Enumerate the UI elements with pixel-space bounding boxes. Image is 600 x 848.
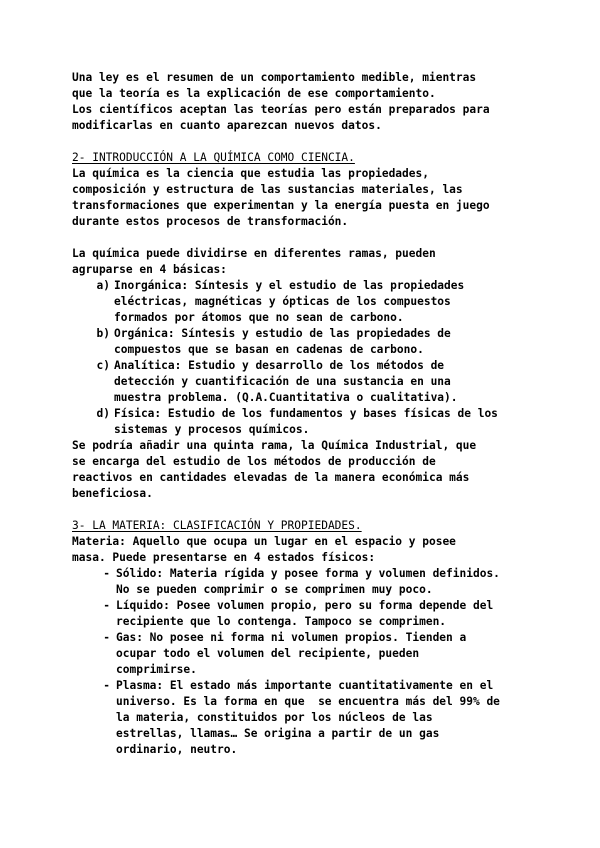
list-item-text: Líquido: Posee volumen propio, pero su forma depende del recipiente que lo contenga. Tampoco se comprimen. [116,599,494,628]
list-marker: - [103,631,110,644]
spacer [72,134,532,150]
list-marker: b) [96,327,110,340]
list-marker: d) [96,407,110,420]
chemistry-definition-paragraph [72,166,532,230]
text-line: Se podría añadir una quinta rama, la Química Industrial, que [72,439,477,452]
section-heading: 2- INTRODUCCIÓN A LA QUÍMICA COMO CIENCIA. [72,151,355,164]
branches-intro-paragraph [72,246,532,278]
text-line: La química es la ciencia que estudia las propiedades, [72,167,429,180]
list-item [72,598,532,630]
text-line: beneficiosa. [72,487,153,500]
list-item-text: Sólido: Materia rígida y posee forma y volumen definidos. No se pueden comprimir o se comprimen muy poco. [116,567,500,596]
spacer [72,230,532,246]
list-item-text: Gas: No posee ni forma ni volumen propios. Tienden a ocupar todo el volumen del recipiente, pueden comprimirse. [116,631,467,676]
text-line: modificarlas en cuanto aparezcan nuevos datos. [72,119,382,132]
text-line: reactivos en cantidades elevadas de la manera económica más [72,471,470,484]
text-line: que la teoría es la explicación de ese comportamiento. [72,87,436,100]
list-item [72,406,532,438]
list-item [72,326,532,358]
list-item-text: Analítica: Estudio y desarrollo de los métodos de detección y cuantificación de una sustancia en una muestra problema. (Q.A.Cuantitativa o cualitativa). [114,359,458,404]
list-marker: - [103,567,110,580]
list-item-text: Inorgánica: Síntesis y el estudio de las propiedades eléctricas, magnéticas y ópticas de los compuestos formados por átomos que no sean de carbono. [114,279,465,324]
section-heading: 3- LA MATERIA: CLASIFICACIÓN Y PROPIEDADES. [72,519,362,532]
list-item-text: Plasma: El estado más importante cuantitativamente en el universo. Es la forma en que se encuentra más del 99% de la materia, constituidos por los núcleos de las estrellas, llamas… Se origina a partir de un gas ordinario, neutro. [116,679,500,756]
list-marker: - [103,599,110,612]
text-line: Los científicos aceptan las teorías pero están preparados para [72,103,490,116]
text-line: Materia: Aquello que ocupa un lugar en el espacio y posee [72,535,456,548]
spacer [72,502,532,518]
text-line: agruparse en 4 básicas: [72,263,227,276]
text-line: composición y estructura de las sustancias materiales, las [72,183,463,196]
fifth-branch-paragraph [72,438,532,502]
text-line: durante estos procesos de transformación. [72,215,349,228]
list-item [72,358,532,406]
matter-definition-paragraph [72,534,532,566]
intro-paragraph [72,70,532,134]
list-item [72,678,532,758]
text-line: transformaciones que experimentan y la energía puesta en juego [72,199,490,212]
states-list [72,566,532,758]
text-line: se encarga del estudio de los métodos de producción de [72,455,436,468]
branches-list [72,278,532,438]
list-item [72,278,532,326]
list-marker: c) [96,359,110,372]
section-3 [72,518,532,758]
text-line: La química puede dividirse en diferentes ramas, pueden [72,247,436,260]
list-item [72,630,532,678]
list-marker: a) [96,279,110,292]
section-2 [72,150,532,502]
text-line: masa. Puede presentarse en 4 estados físicos: [72,551,376,564]
document-page [72,70,532,758]
list-marker: - [103,679,110,692]
list-item-text: Orgánica: Síntesis y estudio de las propiedades de compuestos que se basan en cadenas de carbono. [114,327,451,356]
text-line: Una ley es el resumen de un comportamiento medible, mientras [72,71,477,84]
list-item [72,566,532,598]
list-item-text: Física: Estudio de los fundamentos y bases físicas de los sistemas y procesos químicos. [114,407,498,436]
